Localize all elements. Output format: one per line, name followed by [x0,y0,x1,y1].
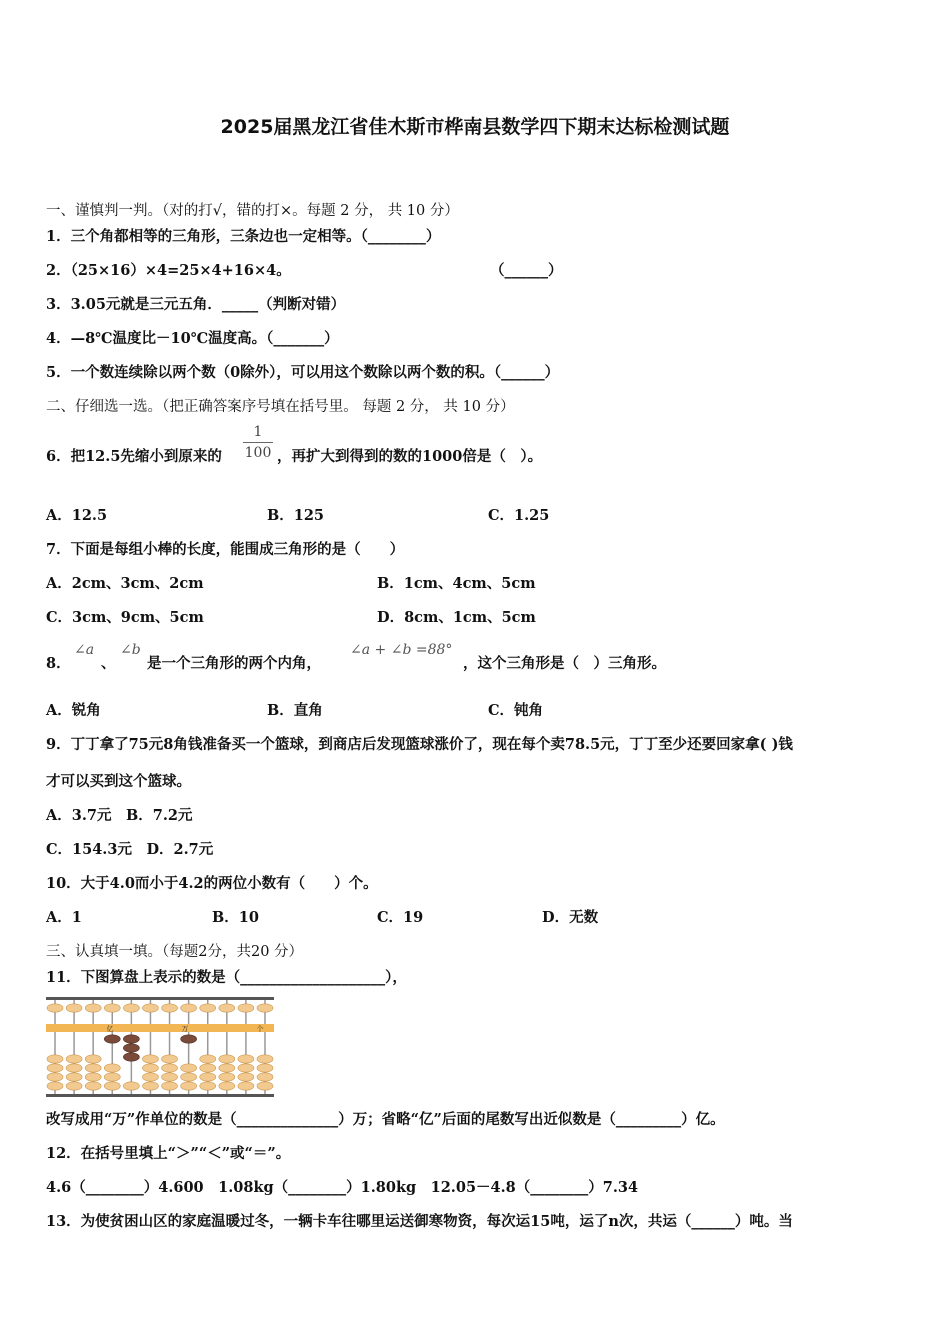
abacus-label-yi: 亿 [106,1025,114,1033]
abacus-lower-bead [219,1055,235,1063]
question-2-blank: （______） [490,262,563,279]
angle-a: ∠a [74,642,95,658]
question-2: 2．（25×16）×4=25×4+16×4。 [46,262,291,279]
abacus-lower-bead [238,1073,254,1081]
abacus-lower-bead [181,1082,197,1090]
question-11: 11．下图算盘上表示的数是（____________________）， [46,969,407,986]
abacus-upper-bead [104,1004,120,1012]
abacus-lower-bead [257,1064,273,1072]
abacus-lower-bead [200,1055,216,1063]
abacus-lower-bead [123,1053,139,1061]
q9-options-ab: A．3.7元 B．7.2元 [46,807,193,824]
abacus-lower-bead [257,1055,273,1063]
q8-option-b: B．直角 [267,702,323,719]
abacus-lower-bead [104,1035,120,1043]
question-6-part-a: 6．把12.5先缩小到原来的 [46,448,222,465]
abacus-lower-bead [47,1064,63,1072]
abacus-lower-bead [85,1073,101,1081]
question-6-fraction [241,424,275,461]
abacus-label-wan: 万 [181,1025,189,1033]
abacus-upper-bead [142,1004,158,1012]
q8-end-text: ，这个三角形是（ ）三角形。 [463,655,666,672]
question-4: 4．—8℃温度比－10℃温度高。（_______） [46,330,339,347]
abacus-lower-bead [123,1035,139,1043]
fraction-numerator: 1 [253,424,263,440]
abacus-lower-bead [142,1073,158,1081]
q6-option-b: B．125 [267,507,325,524]
abacus-lower-bead [66,1082,82,1090]
abacus-lower-bead [66,1073,82,1081]
question-10: 10．大于4.0而小于4.2的两位小数有（ ）个。 [46,875,378,892]
abacus-lower-bead [47,1073,63,1081]
section-2-heading: 二、仔细选一选。（把正确答案序号填在括号里。 每题 2 分， 共 10 分） [46,399,515,415]
abacus-lower-bead [104,1082,120,1090]
abacus-lower-bead [200,1082,216,1090]
section-3-heading: 三、认真填一填。（每题2分，共20 分） [46,944,304,960]
abacus-lower-bead [257,1082,273,1090]
abacus-upper-bead [181,1004,197,1012]
abacus-upper-bead [47,1004,63,1012]
abacus-lower-bead [142,1082,158,1090]
question-8-number: 8． [46,655,71,672]
abacus-lower-bead [85,1082,101,1090]
abacus-lower-bead [142,1064,158,1072]
section-1-heading: 一、谨慎判一判。（对的打√，错的打×。每题 2 分， 共 10 分） [46,203,459,219]
abacus-lower-bead [123,1082,139,1090]
abacus-lower-bead [85,1055,101,1063]
abacus-upper-bead [200,1004,216,1012]
question-5: 5．一个数连续除以两个数（0除外），可以用这个数除以两个数的积。（______） [46,364,560,381]
abacus-lower-bead [142,1055,158,1063]
abacus-lower-bead [238,1055,254,1063]
question-9-line-1: 9．丁丁拿了75元8角钱准备买一个篮球，到商店后发现篮球涨价了，现在每个卖78.5元，丁丁至少还要回家拿( )钱 [46,736,793,753]
abacus-image [46,997,274,1097]
abacus-upper-bead [85,1004,101,1012]
q7-option-a: A．2cm、3cm、2cm [46,575,204,592]
abacus-lower-bead [162,1064,178,1072]
abacus-lower-bead [47,1055,63,1063]
abacus-lower-bead [219,1082,235,1090]
abacus-upper-bead [162,1004,178,1012]
abacus-lower-bead [181,1064,197,1072]
q8-separator: 、 [101,655,116,672]
question-13: 13．为使贫困山区的家庭温暖过冬，一辆卡车往哪里运送御寒物资，每次运15吨，运了n次，共运（______）吨。当 [46,1213,793,1230]
q8-middle-text: 是一个三角形的两个内角， [147,655,321,672]
q10-option-b: B．10 [212,909,259,926]
q7-option-b: B．1cm、4cm、5cm [377,575,536,592]
abacus-lower-bead [200,1064,216,1072]
fraction-denominator: 100 [244,445,272,461]
abacus-lower-bead [219,1073,235,1081]
q6-option-a: A．12.5 [46,507,108,524]
abacus-lower-bead [162,1082,178,1090]
abacus-rods [55,1000,265,1094]
abacus-beam [46,1024,274,1032]
abacus-lower-bead [238,1082,254,1090]
abacus-lower-bead [66,1064,82,1072]
q7-option-d: D．8cm、1cm、5cm [377,609,536,626]
abacus-upper-bead [238,1004,254,1012]
abacus-lower-bead [47,1082,63,1090]
abacus-label-ge: 个 [256,1025,264,1033]
q8-option-a: A．锐角 [46,702,101,719]
question-1: 1．三个角都相等的三角形，三条边也一定相等。（________） [46,228,441,245]
abacus-upper-bead [123,1004,139,1012]
question-3: 3．3.05元就是三元五角．_____（判断对错） [46,296,346,313]
abacus-lower-bead [219,1064,235,1072]
page-title: 2025届黑龙江省佳木斯市桦南县数学四下期末达标检测试题 [220,116,730,138]
abacus-top-frame [46,997,274,1000]
abacus-lower-bead [181,1073,197,1081]
question-7: 7．下面是每组小棒的长度，能围成三角形的是（ ） [46,541,405,558]
angle-b: ∠b [120,642,141,658]
q9-options-cd: C．154.3元 D．2.7元 [46,841,214,858]
abacus-bottom-frame [46,1094,274,1097]
q10-option-d: D．无数 [542,909,599,926]
question-6-part-b: ，再扩大到得到的数的1000倍是（ ）。 [277,448,543,465]
abacus-lower-bead [238,1064,254,1072]
q8-option-c: C．钝角 [488,702,544,719]
abacus-lower-bead [257,1073,273,1081]
question-11-part-b: 改写成用“万”作单位的数是（______________）万；省略“亿”后面的尾数写出近似数是（_________）亿。 [46,1111,725,1128]
abacus-upper-bead [257,1004,273,1012]
q6-option-c: C．1.25 [488,507,550,524]
abacus-lower-bead [181,1035,197,1043]
question-12-comparisons: 4.6（________）4.600 1.08kg（________）1.80kg 12.05－4.8（________）7.34 [46,1179,639,1196]
abacus-upper-bead [219,1004,235,1012]
abacus-lower-bead [104,1064,120,1072]
q10-option-a: A．1 [46,909,82,926]
question-12: 12．在括号里填上“＞”“＜”或“＝”。 [46,1145,291,1162]
q10-option-c: C．19 [377,909,424,926]
angle-sum-equation: ∠a + ∠b =88° [350,642,453,658]
abacus-beads [47,1004,273,1090]
abacus-lower-bead [162,1055,178,1063]
abacus-lower-bead [162,1073,178,1081]
q7-option-c: C．3cm、9cm、5cm [46,609,204,626]
abacus-lower-bead [123,1044,139,1052]
abacus-upper-bead [66,1004,82,1012]
abacus-lower-bead [85,1064,101,1072]
abacus-lower-bead [66,1055,82,1063]
fraction-bar [243,442,273,443]
abacus-lower-bead [200,1073,216,1081]
abacus-lower-bead [104,1073,120,1081]
question-9-line-2: 才可以买到这个篮球。 [46,773,191,790]
